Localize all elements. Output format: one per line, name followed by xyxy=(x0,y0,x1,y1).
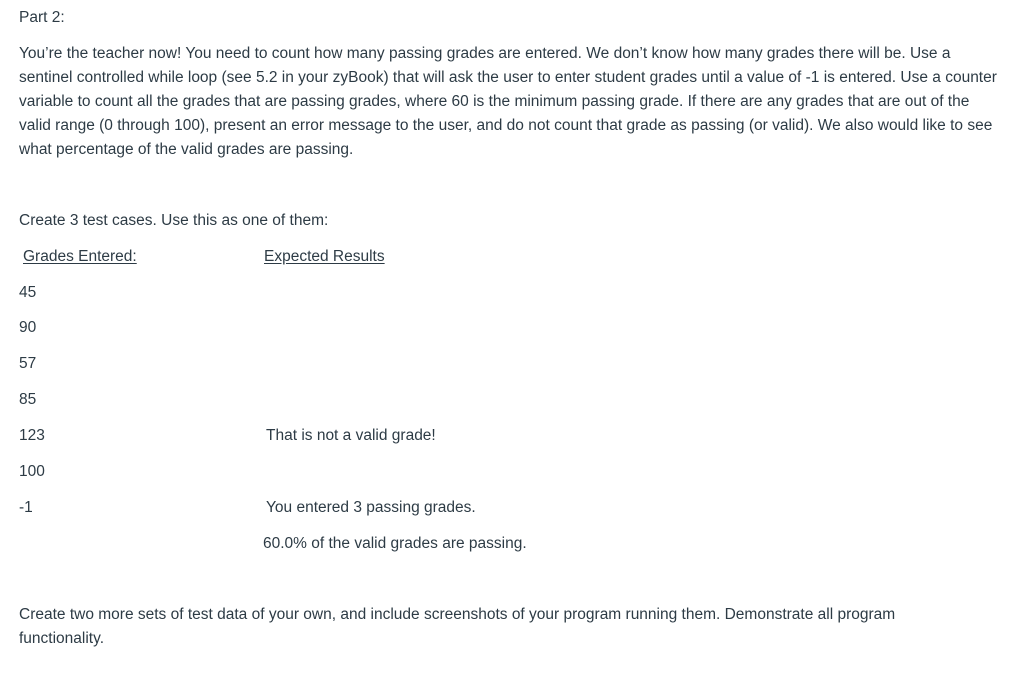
grade-value: 57 xyxy=(19,355,37,372)
passing-count-message: You entered 3 passing grades. xyxy=(266,499,476,516)
grade-value: 123 xyxy=(19,427,45,444)
passing-percentage-message: 60.0% of the valid grades are passing. xyxy=(263,535,527,552)
test-cases-instruction: Create 3 test cases. Use this as one of them: xyxy=(19,212,329,229)
grades-entered-header: Grades Entered: xyxy=(23,248,137,265)
grade-value: 90 xyxy=(19,319,37,336)
invalid-grade-message: That is not a valid grade! xyxy=(266,427,436,444)
grade-value: 45 xyxy=(19,284,37,301)
outro-paragraph: Create two more sets of test data of your own, and include screenshots of your program running them. Demonstrate all program functionality. xyxy=(19,606,896,647)
grade-value: 85 xyxy=(19,391,37,408)
grade-value: 100 xyxy=(19,463,45,480)
expected-results-header: Expected Results xyxy=(264,248,385,265)
part-heading: Part 2: xyxy=(19,9,65,26)
grade-value: -1 xyxy=(19,499,33,516)
intro-paragraph: You’re the teacher now! You need to count how many passing grades are entered. We don’t know how many grades there will be. Use a sentinel controlled while loop (see 5.2 in your zyBook) that will ask the user to enter student grades until a value of -1 is entered. Use a counter variable to count all the grades that are passing grades, where 60 is the minimum passing grade. If there are any grades that are out of the valid range (0 through 100), present an error message to the user, and do not count that grade as passing (or valid). We also would like to see what percentage of the valid grades are passing. xyxy=(19,45,997,158)
